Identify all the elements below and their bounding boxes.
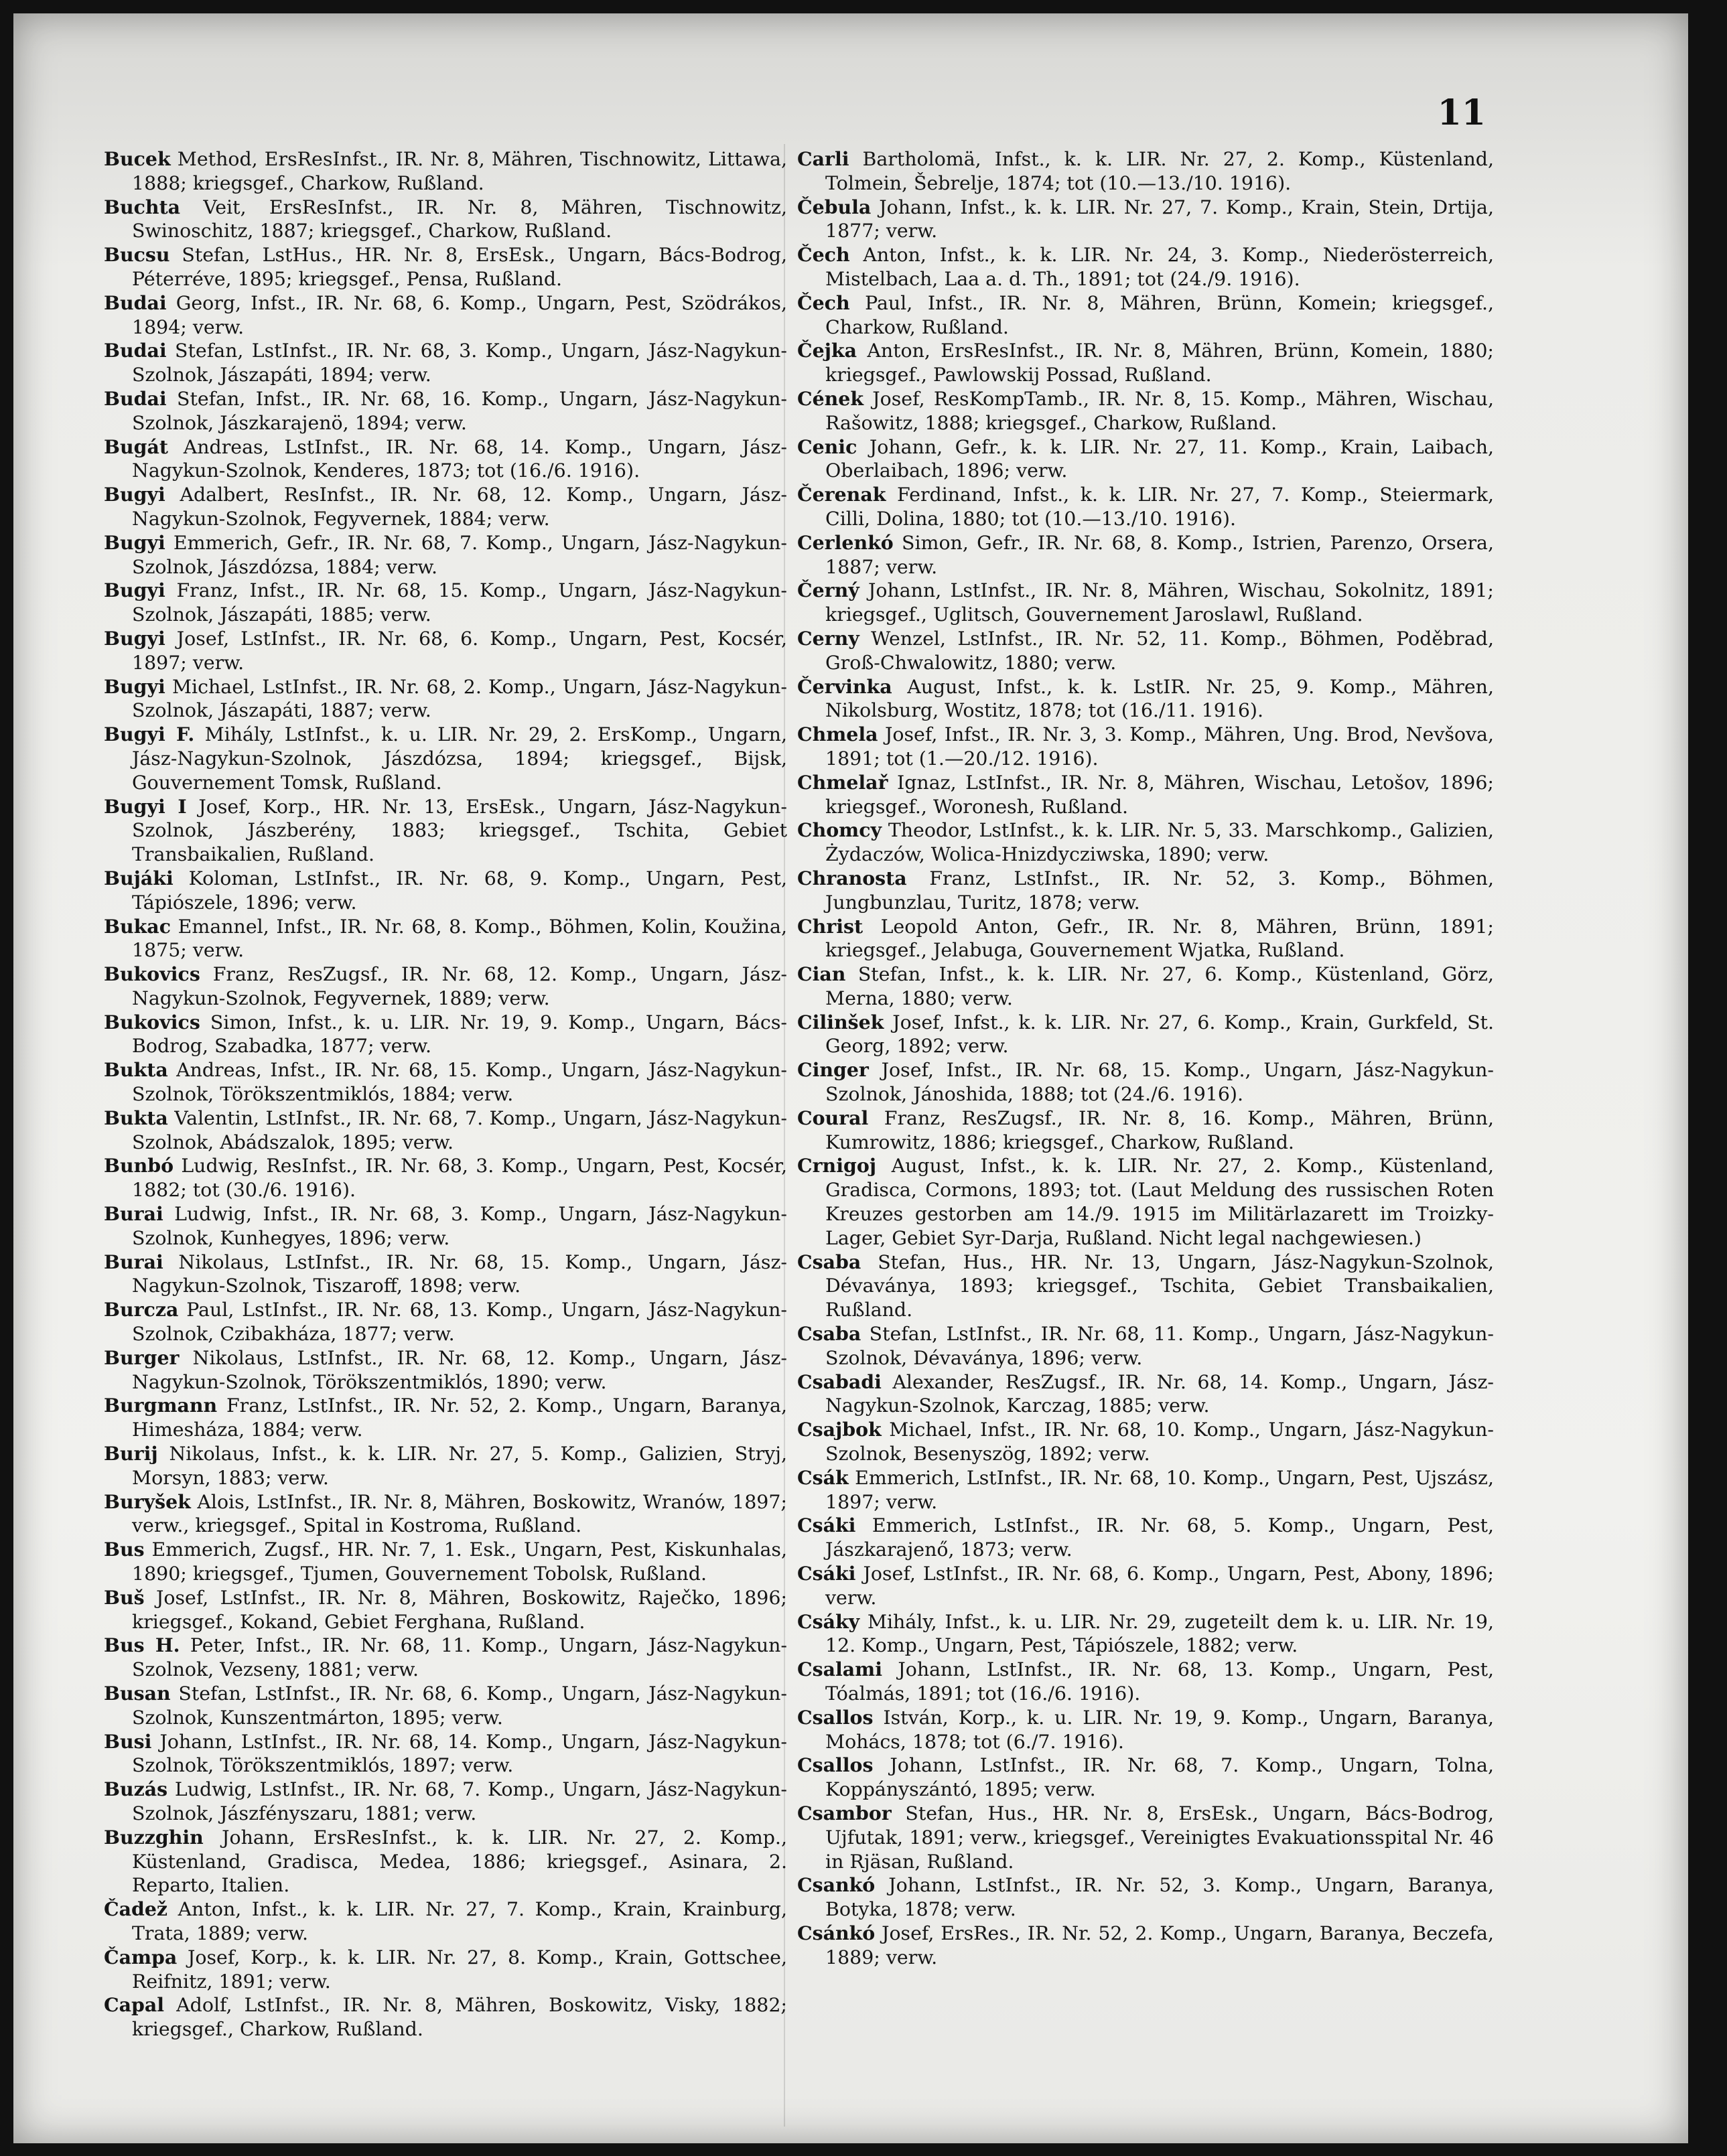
register-entry: [104, 1490, 787, 1538]
register-entry: [797, 723, 1494, 771]
entry-surname: Burgmann: [104, 1394, 218, 1417]
register-entry: [797, 1058, 1494, 1106]
entry-surname: Bucek: [104, 147, 171, 170]
entry-surname: Csallos: [797, 1705, 874, 1729]
entry-surname: Bugyi: [104, 579, 165, 602]
register-entry: [104, 1106, 787, 1155]
entry-details: Emmerich, LstInfst., IR. Nr. 68, 10. Komp., Ungarn, Pest, Ujszász, 1897; verw.: [825, 1466, 1495, 1513]
register-entry: [104, 243, 787, 291]
entry-surname: Burcza: [104, 1298, 179, 1321]
entry-surname: Buryšek: [104, 1490, 191, 1513]
entry-surname: Cian: [797, 962, 846, 986]
register-entry: [104, 435, 787, 484]
entry-details: Bartholomä, Infst., k. k. LIR. Nr. 27, 2. Komp., Küstenland, Tolmein, Šebrelje, 1874; tot (10.—13./10. 1916).: [825, 148, 1494, 194]
entry-surname: Bugyi I: [104, 794, 187, 818]
entry-surname: Bugyi: [104, 626, 165, 650]
entry-details: Ludwig, ResInfst., IR. Nr. 68, 3. Komp., Ungarn, Pest, Kocsér, 1882; tot (30./6. 1916).: [132, 1155, 787, 1202]
entry-details: Stefan, Hus., HR. Nr. 8, ErsEsk., Ungarn, Bács-Bodrog, Ujfutak, 1891; verw., kriegsgef., Vereinigtes Evakuationsspital Nr. 46 in Rjäsan, Rußland.: [825, 1802, 1494, 1873]
entry-surname: Csák: [797, 1465, 849, 1489]
entry-details: Adalbert, ResInfst., IR. Nr. 68, 12. Komp., Ungarn, Jász-Nagykun-Szolnok, Fegyvernek, 1884; verw.: [132, 484, 787, 530]
entry-details: Stefan, Hus., HR. Nr. 13, Ungarn, Jász-Nagykun-Szolnok, Dévaványa, 1893; kriegsgef., Tschita, Gebiet Transbaikalien, Rußland.: [825, 1250, 1494, 1321]
entry-details: Valentin, LstInfst., IR. Nr. 68, 7. Komp., Ungarn, Jász-Nagykun-Szolnok, Abádszalok, 1895; verw.: [132, 1106, 787, 1153]
register-entry: [797, 1922, 1494, 1970]
register-entry: [797, 1250, 1494, 1322]
entry-details: Emmerich, Gefr., IR. Nr. 68, 7. Komp., Ungarn, Jász-Nagykun-Szolnok, Jászdózsa, 1884; verw.: [132, 531, 787, 578]
entry-details: August, Infst., k. k. LIR. Nr. 27, 2. Komp., Küstenland, Gradisca, Cormons, 1893; tot. (Laut Meldung des russischen Roten Kreuzes gestorben am 14./9. 1915 im Militärlazarett im Troizky-Lager, Gebiet Syr-Darja, Rußland. Nicht legal nachgewiesen.): [825, 1155, 1494, 1249]
entry-details: Josef, ErsRes., IR. Nr. 52, 2. Komp., Ungarn, Baranya, Beczefa, 1889; verw.: [825, 1922, 1494, 1968]
entry-details: Johann, ErsResInfst., k. k. LIR. Nr. 27, 2. Komp., Küstenland, Gradisca, Medea, 1886; kriegsgef., Asinara, 2. Reparto, Italien.: [132, 1826, 787, 1897]
entry-details: Alexander, ResZugsf., IR. Nr. 68, 14. Komp., Ungarn, Jász-Nagykun-Szolnok, Karczag, 1885; verw.: [825, 1370, 1494, 1417]
register-entry: [797, 1370, 1494, 1419]
register-entry: [104, 483, 787, 531]
entry-details: Georg, Infst., IR. Nr. 68, 6. Komp., Ungarn, Pest, Szödrákos, 1894; verw.: [132, 291, 788, 338]
entry-details: Franz, Infst., IR. Nr. 68, 15. Komp., Ungarn, Jász-Nagykun-Szolnok, Jászapáti, 1885; verw.: [132, 579, 787, 626]
entry-surname: Bucsu: [104, 243, 170, 267]
entry-surname: Busi: [104, 1729, 152, 1753]
entry-surname: Csajbok: [797, 1418, 882, 1441]
register-entry: [797, 387, 1494, 435]
register-entry: [797, 483, 1494, 531]
register-entry: [797, 147, 1494, 196]
entry-surname: Buzás: [104, 1778, 168, 1801]
entry-surname: Černý: [797, 579, 859, 602]
entry-surname: Budai: [104, 291, 167, 314]
register-entry: [104, 1897, 787, 1946]
entry-details: Josef, ResKompTamb., IR. Nr. 8, 15. Komp., Mähren, Wischau, Rašowitz, 1888; kriegsgef., Charkow, Rußland.: [825, 387, 1494, 434]
register-entry: [104, 1058, 787, 1106]
entry-details: Johann, LstInfst., IR. Nr. 68, 13. Komp., Ungarn, Pest, Tóalmás, 1891; tot (16./6. 1916).: [825, 1658, 1494, 1705]
register-entry: [104, 1202, 787, 1250]
entry-details: Andreas, Infst., IR. Nr. 68, 15. Komp., Ungarn, Jász-Nagykun-Szolnok, Törökszentmiklós, 1884; verw.: [132, 1059, 787, 1106]
entry-details: Anton, Infst., k. k. LIR. Nr. 27, 7. Komp., Krain, Krainburg, Trata, 1889; verw.: [132, 1898, 787, 1944]
register-entry: [104, 147, 787, 196]
entry-surname: Burai: [104, 1250, 163, 1273]
entry-surname: Csánkó: [797, 1921, 876, 1944]
entry-surname: Čebula: [797, 195, 872, 218]
entry-details: Adolf, LstInfst., IR. Nr. 8, Mähren, Boskowitz, Visky, 1882; kriegsgef., Charkow, Rußland.: [132, 1994, 787, 2041]
entry-surname: Cerlenkó: [797, 530, 894, 554]
register-entry: [104, 1778, 787, 1826]
entry-details: Simon, Infst., k. u. LIR. Nr. 19, 9. Komp., Ungarn, Bács-Bodrog, Szabadka, 1877; verw.: [132, 1011, 787, 1058]
entry-surname: Bunbó: [104, 1154, 174, 1177]
entry-details: Ludwig, LstInfst., IR. Nr. 68, 7. Komp., Ungarn, Jász-Nagykun-Szolnok, Jászfényszaru, 1881; verw.: [132, 1778, 787, 1824]
register-entry: [797, 627, 1494, 675]
register-entry: [797, 1610, 1494, 1658]
entry-details: Nikolaus, LstInfst., IR. Nr. 68, 15. Komp., Ungarn, Jász-Nagykun-Szolnok, Tiszaroff, 1898; verw.: [132, 1250, 787, 1297]
entry-details: Franz, LstInfst., IR. Nr. 52, 3. Komp., Böhmen, Jungbunzlau, Turitz, 1878; verw.: [825, 867, 1494, 914]
register-entry: [797, 196, 1494, 244]
register-entry: [104, 1730, 787, 1778]
entry-surname: Burai: [104, 1202, 163, 1226]
entry-details: István, Korp., k. u. LIR. Nr. 19, 9. Komp., Ungarn, Baranya, Mohács, 1878; tot (6./7. 1916).: [825, 1706, 1494, 1753]
register-entry: [797, 915, 1494, 963]
register-entry: [797, 867, 1494, 915]
register-entry: [104, 1298, 787, 1346]
entry-details: Michael, Infst., IR. Nr. 68, 10. Komp., Ungarn, Jász-Nagykun-Szolnok, Besenyszög, 1892; verw.: [825, 1419, 1494, 1465]
register-entry: [104, 1154, 787, 1202]
entry-surname: Budai: [104, 386, 167, 410]
entry-details: Stefan, Infst., k. k. LIR. Nr. 27, 6. Komp., Küstenland, Görz, Merna, 1880; verw.: [825, 963, 1494, 1009]
register-entry: [104, 1586, 787, 1634]
entry-details: Anton, ErsResInfst., IR. Nr. 8, Mähren, Brünn, Komein, 1880; kriegsgef., Pawlowskij Possad, Rußland.: [825, 340, 1494, 386]
entry-details: Koloman, LstInfst., IR. Nr. 68, 9. Komp., Ungarn, Pest, Tápiószele, 1896; verw.: [132, 867, 787, 914]
entry-details: Emmerich, LstInfst., IR. Nr. 68, 5. Komp., Ungarn, Pest, Jászkarajenő, 1873; verw.: [825, 1514, 1494, 1561]
entry-details: Peter, Infst., IR. Nr. 68, 11. Komp., Ungarn, Jász-Nagykun-Szolnok, Vezseny, 1881; verw.: [132, 1634, 787, 1681]
entry-surname: Csalami: [797, 1658, 882, 1681]
entry-details: Johann, LstInfst., IR. Nr. 8, Mähren, Wischau, Sokolnitz, 1891; kriegsgef., Uglitsch, Gouvernement Jaroslawl, Rußland.: [825, 579, 1494, 626]
entry-details: Josef, LstInfst., IR. Nr. 8, Mähren, Boskowitz, Raječko, 1896; kriegsgef., Kokand, Gebiet Ferghana, Rußland.: [132, 1586, 788, 1633]
register-entry: [797, 1706, 1494, 1754]
entry-details: Theodor, LstInfst., k. k. LIR. Nr. 5, 33. Marschkomp., Galizien, Żydaczów, Wolica-Hnizdycziwska, 1890; verw.: [825, 819, 1494, 866]
entry-surname: Buzzghin: [104, 1825, 204, 1849]
entry-details: Veit, ErsResInfst., IR. Nr. 8, Mähren, Tischnowitz, Swinoschitz, 1887; kriegsgef., Charkow, Rußland.: [132, 196, 787, 242]
entry-details: Johann, LstInfst., IR. Nr. 68, 14. Komp., Ungarn, Jász-Nagykun-Szolnok, Törökszentmiklós, 1897; verw.: [132, 1730, 787, 1777]
entry-details: Stefan, LstHus., HR. Nr. 8, ErsEsk., Ungarn, Bács-Bodrog, Péterréve, 1895; kriegsgef., Pensa, Rußland.: [132, 244, 787, 290]
entry-surname: Cerny: [797, 626, 859, 650]
entry-details: Nikolaus, LstInfst., IR. Nr. 68, 12. Komp., Ungarn, Jász-Nagykun-Szolnok, Törökszentmiklós, 1890; verw.: [132, 1346, 787, 1393]
entry-surname: Bugyi: [104, 674, 165, 698]
register-entry: [104, 291, 787, 340]
entry-surname: Bukta: [104, 1058, 168, 1082]
register-entry: [104, 1250, 787, 1299]
register-entry: [104, 867, 787, 915]
register-entry: [104, 1634, 787, 1682]
entry-surname: Čampa: [104, 1945, 178, 1968]
entry-details: Simon, Gefr., IR. Nr. 68, 8. Komp., Istrien, Parenzo, Orsera, 1887; verw.: [825, 531, 1494, 578]
entry-details: Leopold Anton, Gefr., IR. Nr. 8, Mähren, Brünn, 1891; kriegsgef., Jelabuga, Gouvernement Wjatka, Rußland.: [825, 915, 1494, 962]
entry-surname: Csankó: [797, 1873, 876, 1897]
entry-surname: Čejka: [797, 339, 857, 362]
entry-details: Emannel, Infst., IR. Nr. 68, 8. Komp., Böhmen, Kolin, Koužina, 1875; verw.: [132, 915, 787, 962]
entry-details: Johann, Gefr., k. k. LIR. Nr. 27, 11. Komp., Krain, Laibach, Oberlaibach, 1896; verw.: [825, 435, 1494, 482]
entry-surname: Csabadi: [797, 1370, 882, 1393]
right-column: [797, 147, 1494, 1970]
register-entry: [104, 627, 787, 675]
entry-details: Josef, Infst., k. k. LIR. Nr. 27, 6. Komp., Krain, Gurkfeld, St. Georg, 1892; verw.: [825, 1011, 1494, 1058]
entry-surname: Csaba: [797, 1250, 861, 1273]
entry-details: Johann, LstInfst., IR. Nr. 68, 7. Komp., Ungarn, Tolna, Koppányszántó, 1895; verw.: [825, 1754, 1495, 1801]
entry-surname: Bukovics: [104, 1010, 200, 1033]
entry-surname: Bugyi: [104, 530, 165, 554]
entry-details: Stefan, Infst., IR. Nr. 68, 16. Komp., Ungarn, Jász-Nagykun-Szolnok, Jászkarajenö, 1894; verw.: [132, 387, 787, 434]
entry-surname: Csáki: [797, 1514, 856, 1537]
entry-details: Franz, ResZugsf., IR. Nr. 8, 16. Komp., Mähren, Brünn, Kumrowitz, 1886; kriegsgef., Charkow, Rußland.: [825, 1106, 1494, 1153]
entry-surname: Coural: [797, 1106, 869, 1129]
entry-details: Josef, LstInfst., IR. Nr. 68, 6. Komp., Ungarn, Pest, Kocsér, 1897; verw.: [132, 627, 788, 674]
entry-surname: Bukovics: [104, 962, 200, 986]
register-entry: [104, 723, 787, 794]
entry-surname: Csaba: [797, 1322, 861, 1346]
register-entry: [104, 196, 787, 244]
entry-details: Ludwig, Infst., IR. Nr. 68, 3. Komp., Ungarn, Jász-Nagykun-Szolnok, Kunhegyes, 1896; verw.: [132, 1203, 787, 1249]
entry-details: Franz, LstInfst., IR. Nr. 52, 2. Komp., Ungarn, Baranya, Himesháza, 1884; verw.: [132, 1394, 787, 1441]
entry-surname: Christ: [797, 914, 864, 938]
entry-details: Mihály, Infst., k. u. LIR. Nr. 29, zugeteilt dem k. u. LIR. Nr. 19, 12. Komp., Ungarn, Pest, Tápiószele, 1882; verw.: [825, 1610, 1494, 1657]
entry-surname: Buchta: [104, 195, 181, 218]
entry-surname: Csáki: [797, 1562, 856, 1585]
register-entry: [104, 1442, 787, 1490]
entry-surname: Bujáki: [104, 866, 174, 889]
register-entry: [797, 1753, 1494, 1802]
register-entry: [797, 579, 1494, 627]
entry-details: Stefan, LstInfst., IR. Nr. 68, 3. Komp., Ungarn, Jász-Nagykun-Szolnok, Jászapáti, 1894; verw.: [132, 340, 787, 386]
entry-surname: Chranosta: [797, 866, 907, 889]
entry-surname: Burger: [104, 1346, 180, 1369]
entry-surname: Červinka: [797, 674, 892, 698]
entry-surname: Cinger: [797, 1058, 869, 1082]
entry-surname: Chomcy: [797, 818, 882, 842]
register-entry: [104, 387, 787, 435]
entry-surname: Čerenak: [797, 483, 886, 506]
entry-details: Alois, LstInfst., IR. Nr. 8, Mähren, Boskowitz, Wranów, 1897; verw., kriegsgef., Spital in Kostroma, Rußland.: [132, 1490, 788, 1537]
entry-details: Method, ErsResInfst., IR. Nr. 8, Mähren, Tischnowitz, Littawa, 1888; kriegsgef., Charkow, Rußland.: [132, 148, 787, 194]
register-entry: [797, 531, 1494, 579]
entry-surname: Capal: [104, 1993, 165, 2017]
entry-surname: Bugát: [104, 435, 168, 458]
entry-details: Josef, Infst., IR. Nr. 68, 15. Komp., Ungarn, Jász-Nagykun-Szolnok, Jánoshida, 1888; tot (24./6. 1916).: [825, 1059, 1495, 1106]
register-entry: [104, 915, 787, 963]
entry-surname: Čech: [797, 243, 850, 267]
entry-surname: Carli: [797, 147, 849, 170]
entry-details: Josef, LstInfst., IR. Nr. 68, 6. Komp., Ungarn, Pest, Abony, 1896; verw.: [825, 1563, 1494, 1609]
entry-surname: Csallos: [797, 1753, 874, 1777]
register-entry: [104, 1346, 787, 1394]
register-entry: [104, 1946, 787, 1994]
register-entry: [797, 435, 1494, 484]
entry-surname: Chmelař: [797, 770, 888, 794]
entry-details: Josef, Korp., k. k. LIR. Nr. 27, 8. Komp., Krain, Gottschee, Reifnitz, 1891; verw.: [132, 1946, 787, 1993]
entry-details: Josef, Infst., IR. Nr. 3, 3. Komp., Mähren, Ung. Brod, Nevšova, 1891; tot (1.—20./12. 1916).: [825, 723, 1495, 770]
entry-surname: Busan: [104, 1682, 171, 1705]
register-entry: [104, 1394, 787, 1442]
register-entry: [104, 1538, 787, 1586]
register-entry: [797, 1418, 1494, 1466]
register-entry: [797, 1154, 1494, 1250]
entry-details: Franz, ResZugsf., IR. Nr. 68, 12. Komp., Ungarn, Jász-Nagykun-Szolnok, Fegyvernek, 1889; verw.: [132, 963, 787, 1009]
register-entry: [797, 1011, 1494, 1059]
entry-details: Emmerich, Zugsf., HR. Nr. 7, 1. Esk., Ungarn, Pest, Kiskunhalas, 1890; kriegsgef., Tjumen, Gouvernement Tobolsk, Rußland.: [132, 1538, 787, 1585]
register-entry: [104, 531, 787, 579]
register-entry: [797, 1658, 1494, 1706]
register-entry: [104, 1682, 787, 1730]
entry-details: Mihály, LstInfst., k. u. LIR. Nr. 29, 2. ErsKomp., Ungarn, Jász-Nagykun-Szolnok, Jászdózsa, 1894; kriegsgef., Bijsk, Gouvernement Tomsk, Rußland.: [132, 723, 787, 794]
register-entry: [104, 339, 787, 387]
register-entry: [797, 675, 1494, 723]
entry-details: Andreas, LstInfst., IR. Nr. 68, 14. Komp., Ungarn, Jász-Nagykun-Szolnok, Kenderes, 1873; tot (16./6. 1916).: [132, 435, 787, 482]
entry-details: Stefan, LstInfst., IR. Nr. 68, 6. Komp., Ungarn, Jász-Nagykun-Szolnok, Kunszentmárton, 1895; verw.: [132, 1682, 787, 1729]
entry-surname: Csáky: [797, 1609, 860, 1633]
register-entry: [797, 962, 1494, 1011]
entry-surname: Bugyi F.: [104, 723, 195, 746]
entry-surname: Budai: [104, 339, 167, 362]
entry-surname: Bus H.: [104, 1634, 180, 1657]
entry-surname: Csambor: [797, 1801, 892, 1824]
register-entry: [797, 818, 1494, 867]
register-entry: [104, 962, 787, 1011]
entry-surname: Cenic: [797, 435, 857, 458]
entry-surname: Buš: [104, 1585, 145, 1609]
entry-surname: Čech: [797, 291, 850, 314]
entry-surname: Burij: [104, 1442, 158, 1465]
left-column: [104, 147, 787, 2041]
register-entry: [797, 243, 1494, 291]
entry-surname: Bugyi: [104, 483, 165, 506]
register-entry: [104, 1993, 787, 2041]
entry-surname: Bukta: [104, 1106, 168, 1129]
register-entry: [104, 579, 787, 627]
register-entry: [797, 291, 1494, 340]
register-entry: [797, 771, 1494, 819]
entry-details: Johann, Infst., k. k. LIR. Nr. 27, 7. Komp., Krain, Stein, Drtija, 1877; verw.: [825, 196, 1494, 242]
entry-surname: Cilinšek: [797, 1010, 884, 1033]
register-entry: [797, 1466, 1494, 1514]
entry-surname: Bukac: [104, 914, 171, 938]
entry-surname: Cének: [797, 386, 864, 410]
entry-details: August, Infst., k. k. LstIR. Nr. 25, 9. Komp., Mähren, Nikolsburg, Wostitz, 1878; tot (16./11. 1916).: [825, 675, 1494, 722]
entry-surname: Crnigoj: [797, 1154, 877, 1177]
register-entry: [797, 1514, 1494, 1562]
entry-details: Wenzel, LstInfst., IR. Nr. 52, 11. Komp., Böhmen, Poděbrad, Groß-Chwalowitz, 1880; verw.: [825, 627, 1494, 674]
register-entry: [797, 1322, 1494, 1370]
entry-surname: Chmela: [797, 723, 878, 746]
register-entry: [797, 339, 1494, 387]
register-entry: [797, 1802, 1494, 1873]
entry-details: Michael, LstInfst., IR. Nr. 68, 2. Komp., Ungarn, Jász-Nagykun-Szolnok, Jászapáti, 1887; verw.: [132, 675, 787, 722]
entry-details: Paul, Infst., IR. Nr. 8, Mähren, Brünn, Komein; kriegsgef., Charkow, Rußland.: [825, 291, 1494, 338]
entry-details: Ferdinand, Infst., k. k. LIR. Nr. 27, 7. Komp., Steiermark, Cilli, Dolina, 1880; tot (10.—13./10. 1916).: [825, 484, 1494, 530]
register-entry: [104, 675, 787, 723]
register-entry: [797, 1873, 1494, 1922]
register-entry: [797, 1562, 1494, 1610]
entry-surname: Čadež: [104, 1897, 168, 1921]
register-entry: [104, 795, 787, 867]
page-number: 11: [1437, 92, 1486, 133]
entry-details: Nikolaus, Infst., k. k. LIR. Nr. 27, 5. Komp., Galizien, Stryj, Morsyn, 1883; verw.: [132, 1443, 787, 1489]
register-entry: [797, 1106, 1494, 1155]
entry-details: Johann, LstInfst., IR. Nr. 52, 3. Komp., Ungarn, Baranya, Botyka, 1878; verw.: [825, 1874, 1495, 1921]
entry-details: Ignaz, LstInfst., IR. Nr. 8, Mähren, Wischau, Letošov, 1896; kriegsgef., Woronesh, Rußland.: [825, 771, 1494, 818]
register-entry: [104, 1826, 787, 1897]
entry-surname: Bus: [104, 1538, 145, 1561]
entry-details: Josef, Korp., HR. Nr. 13, ErsEsk., Ungarn, Jász-Nagykun-Szolnok, Jászberény, 1883; kriegsgef., Tschita, Gebiet Transbaikalien, Rußland.: [132, 795, 787, 866]
register-entry: [104, 1011, 787, 1059]
entry-details: Anton, Infst., k. k. LIR. Nr. 24, 3. Komp., Niederösterreich, Mistelbach, Laa a. d. Th., 1891; tot (24./9. 1916).: [825, 244, 1494, 290]
entry-details: Paul, LstInfst., IR. Nr. 68, 13. Komp., Ungarn, Jász-Nagykun-Szolnok, Czibakháza, 1877; verw.: [132, 1299, 787, 1346]
entry-details: Stefan, LstInfst., IR. Nr. 68, 11. Komp., Ungarn, Jász-Nagykun-Szolnok, Dévaványa, 1896; verw.: [825, 1323, 1494, 1369]
